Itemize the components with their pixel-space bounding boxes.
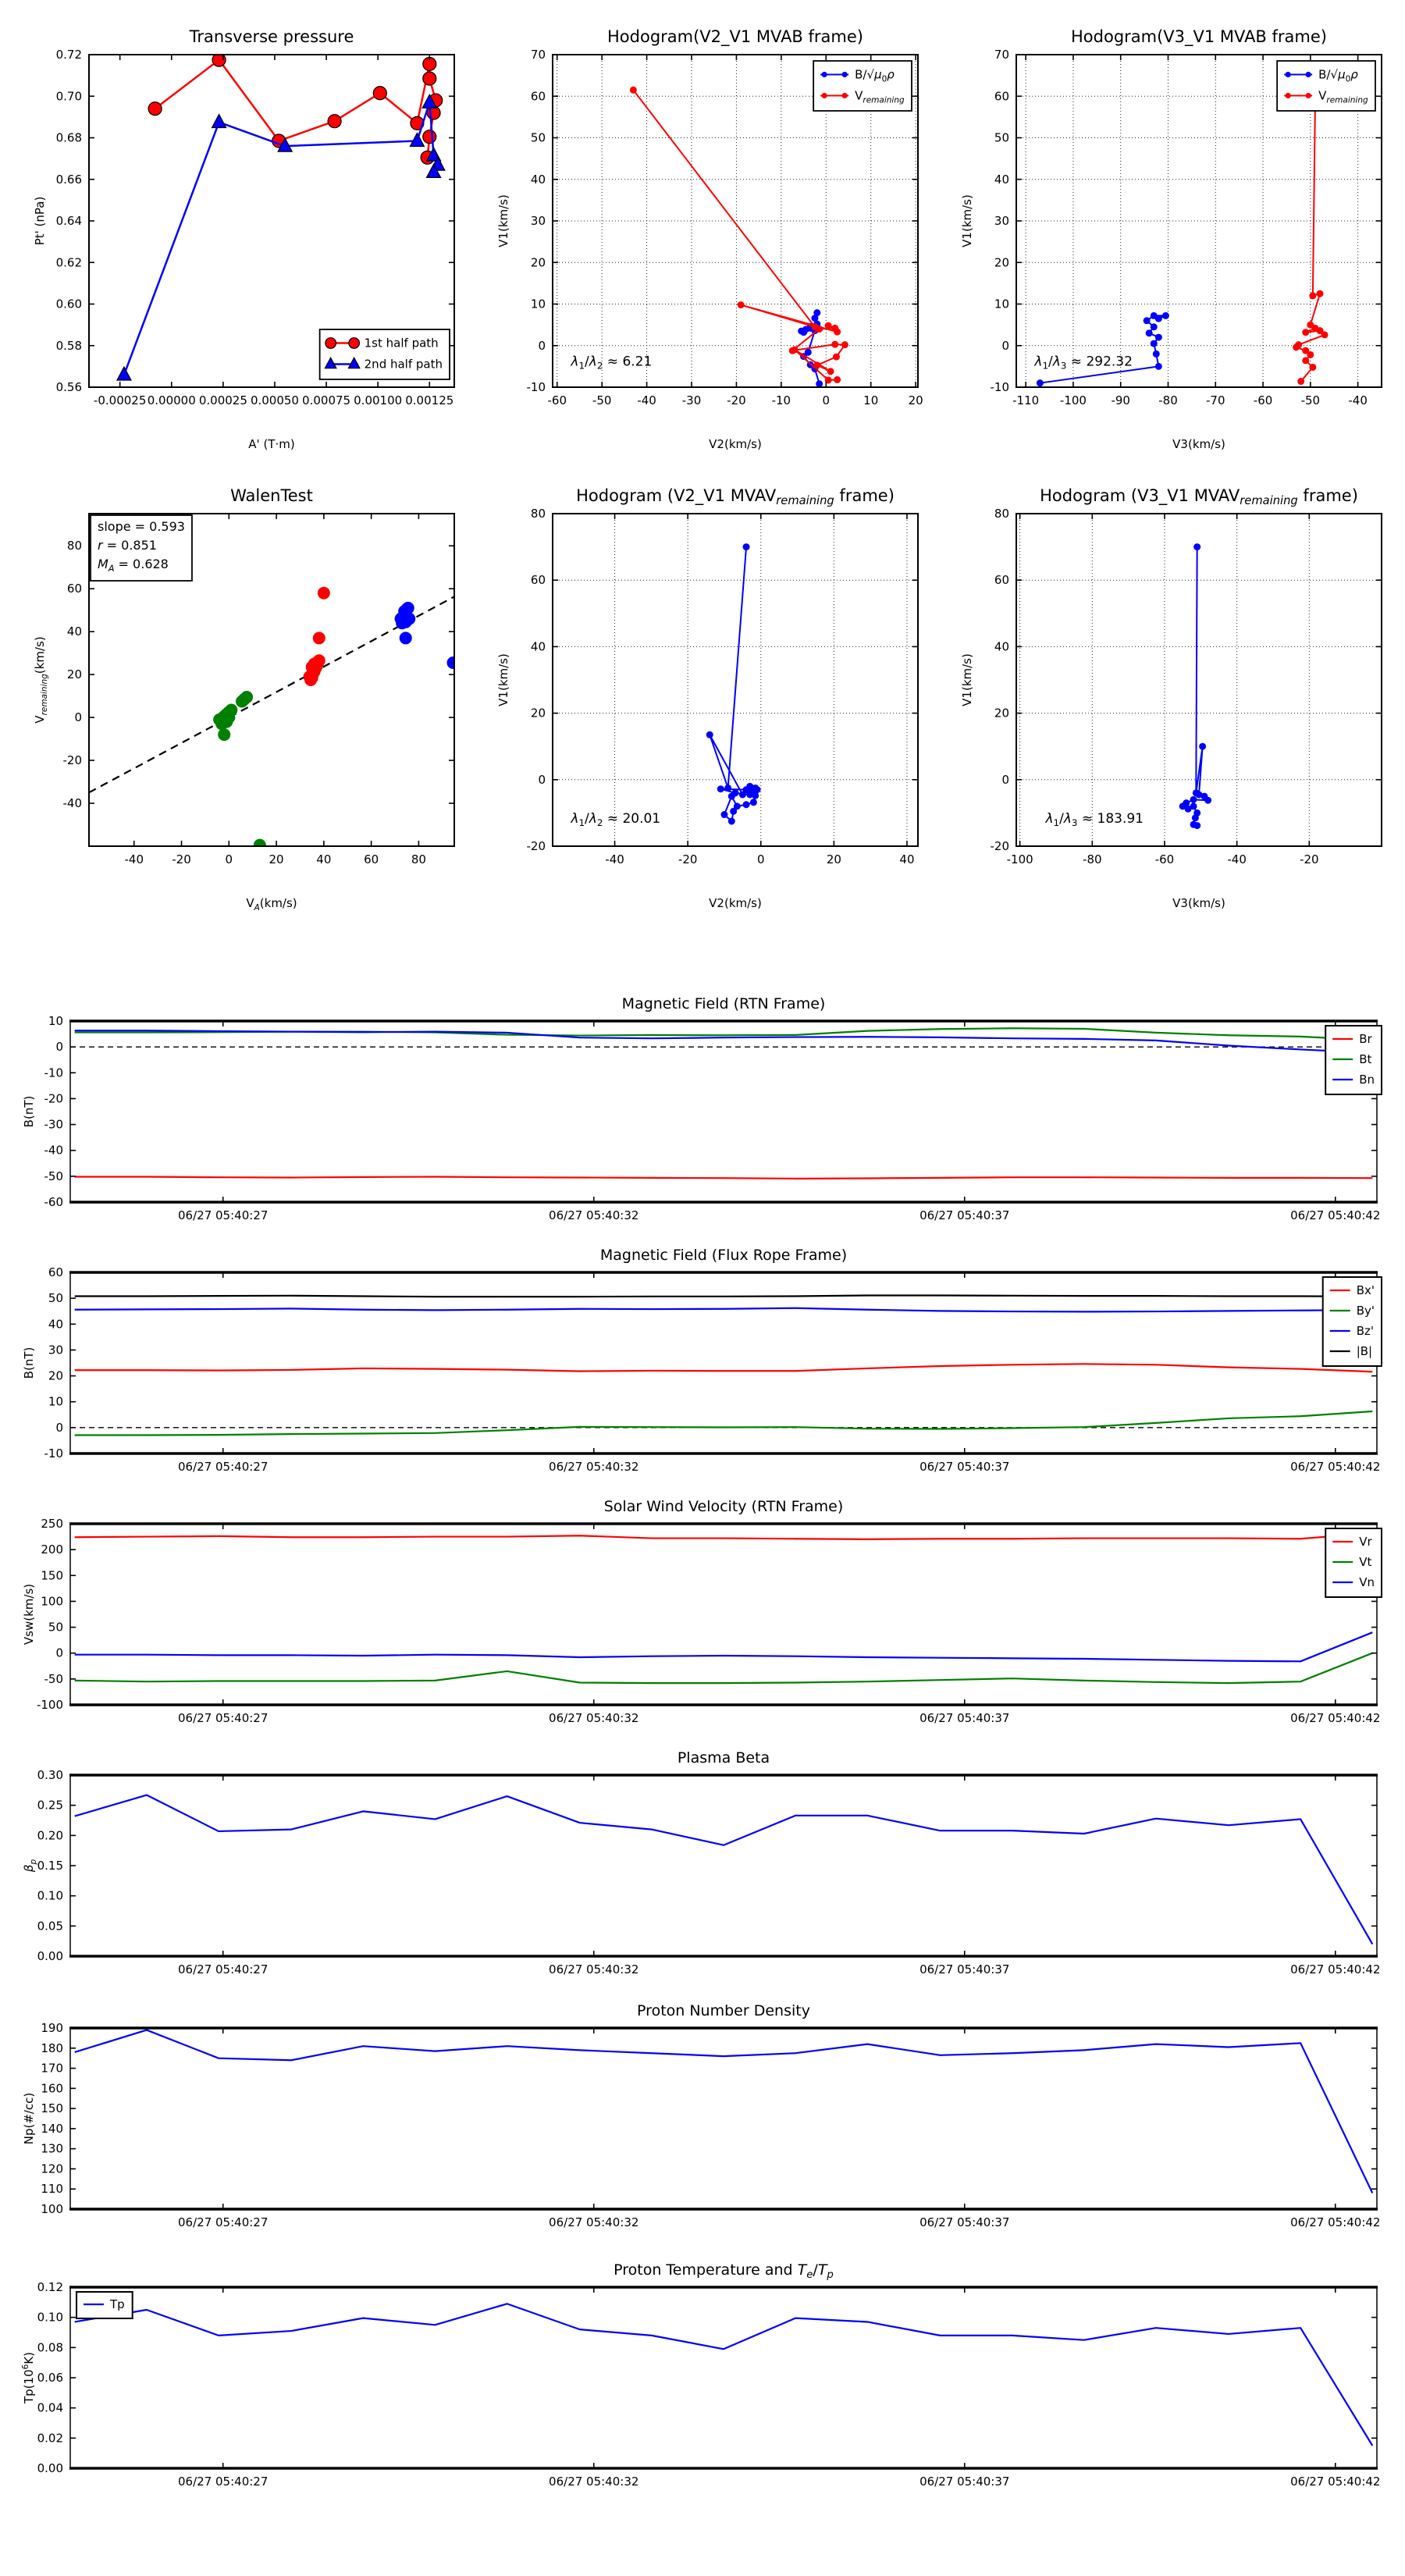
hodogram-v3v1-mvav-ylabel: V1(km/s) [960,653,974,706]
svg-text:70: 70 [530,48,546,62]
hodogram-v3v1-mvab-legend [1277,61,1375,111]
svg-text:r = 0.851: r = 0.851 [98,538,157,553]
svg-text:0.10: 0.10 [37,2310,63,2325]
vsw-rtn-svg [20,1488,1385,1736]
svg-text:0.66: 0.66 [55,172,82,187]
svg-text:10: 10 [48,1014,63,1028]
svg-text:0.20: 0.20 [37,1828,63,1843]
svg-text:0.64: 0.64 [55,214,82,228]
chart-hodogram-v2v1-mvav [486,465,932,918]
vsw-rtn-plot-area [75,1533,1373,1683]
proton-density-svg [20,1992,1385,2240]
svg-text:60: 60 [364,852,379,866]
walen-test-title: WalenTest [230,486,313,505]
svg-text:0.10: 0.10 [37,1888,63,1903]
svg-text:0.60: 0.60 [55,297,82,311]
svg-text:MA = 0.628: $M_A = 0.628$ [98,557,169,574]
transverse-pressure-svg [22,6,468,459]
svg-text:0.00: 0.00 [37,1949,63,1963]
svg-text:Bn: Bn [1359,1073,1375,1087]
svg-text:06/27 05:40:27: 06/27 05:40:27 [178,1460,269,1474]
walen-test-ylabel: $V_{remaining}(km/s)$ [33,636,49,724]
svg-text:40: 40 [66,624,82,639]
svg-text:-30: -30 [44,1117,63,1132]
bfield-rtn-svg [20,985,1385,1233]
svg-text:06/27 05:40:42: 06/27 05:40:42 [1290,1711,1381,1725]
svg-text:0.00100: 0.00100 [354,393,403,407]
svg-text:Bt: Bt [1359,1052,1372,1066]
svg-text:Bx': Bx' [1356,1283,1375,1297]
transverse-pressure-legend [320,329,450,379]
svg-text:-50: -50 [1300,393,1321,407]
svg-text:06/27 05:40:27: 06/27 05:40:27 [178,1962,269,1976]
svg-text:0.58: 0.58 [55,338,82,353]
svg-text:-40: -40 [605,852,624,866]
svg-text:B/√μ0ρ: $B/√\mu_0\rho$ [855,67,895,84]
proton-temp-svg [20,2251,1385,2509]
svg-text:0: 0 [1001,338,1009,353]
svg-text:06/27 05:40:32: 06/27 05:40:32 [549,1711,639,1725]
vsw-rtn-legend [1325,1528,1382,1597]
svg-text:-10: -10 [526,380,546,394]
svg-text:-40: -40 [637,393,656,407]
svg-text:40: 40 [994,172,1009,187]
svg-text:06/27 05:40:42: 06/27 05:40:42 [1290,2475,1381,2489]
svg-text:150: 150 [41,1568,63,1583]
proton-temp-plot-area [75,2304,1373,2446]
svg-text:0.70: 0.70 [55,89,82,104]
svg-text:180: 180 [41,2041,63,2055]
vsw-rtn-series-vr [75,1533,1373,1539]
svg-text:100: 100 [41,1594,63,1609]
svg-text:30: 30 [530,214,546,228]
svg-text:0.00125: 0.00125 [405,393,454,407]
proton-temp-ylabel: $Tp(10^6K)$ [21,2351,36,2404]
svg-text:200: 200 [41,1542,63,1557]
transverse-pressure-series-first-half [148,53,443,164]
svg-text:06/27 05:40:32: 06/27 05:40:32 [549,1460,639,1474]
svg-text:slope = 0.593: slope = 0.593 [98,519,185,534]
svg-text:-20: -20 [44,1091,63,1106]
bfield-fluxrope-series-bmag [75,1296,1373,1297]
bfield-fluxrope-title: Magnetic Field (Flux Rope Frame) [599,1247,848,1264]
svg-text:06/27 05:40:27: 06/27 05:40:27 [178,2215,269,2229]
proton-density-plot-area [75,2030,1373,2194]
svg-text:130: 130 [41,2141,63,2156]
svg-text:-40: -40 [1227,852,1247,866]
hodogram-v2v1-mvab-xlabel: V2(km/s) [709,437,762,451]
hodogram-v3v1-mvab-plot-area [1037,101,1329,386]
svg-text:80: 80 [530,507,546,521]
bfield-fluxrope-plot-area [75,1296,1373,1436]
svg-text:0.00: 0.00 [37,2461,63,2475]
vsw-rtn-ylabel: Vsw(km/s) [22,1583,36,1646]
svg-text:Tp: Tp [110,2297,125,2311]
svg-text:06/27 05:40:32: 06/27 05:40:32 [549,1962,639,1976]
svg-text:20: 20 [826,852,841,866]
hodogram-v3v1-mvab-ylabel: V1(km/s) [960,194,974,247]
svg-text:250: 250 [41,1517,63,1531]
svg-text:-20: -20 [62,753,82,768]
svg-text:|B|: |B| [1356,1344,1373,1358]
walen-test-series-cluster-red [304,587,330,686]
hodogram-v3v1-mvab-series-b-alfven [1037,312,1169,386]
walen-test-xlabel: $V_A(km/s)$ [246,896,297,913]
svg-text:0.68: 0.68 [55,130,82,145]
svg-text:-70: -70 [1206,393,1225,407]
svg-text:By': By' [1356,1304,1375,1318]
walen-test-stats-box [91,515,192,581]
walen-test-svg [22,465,468,918]
svg-text:Vr: Vr [1359,1535,1372,1549]
chart-transverse-pressure [22,6,468,459]
svg-text:06/27 05:40:37: 06/27 05:40:37 [919,2215,1010,2229]
svg-text:-60: -60 [44,1195,63,1209]
vsw-rtn-title: Solar Wind Velocity (RTN Frame) [603,1498,844,1515]
svg-text:2nd half path: 2nd half path [364,357,443,372]
svg-text:-100: -100 [36,1698,63,1712]
svg-text:20: 20 [66,667,82,682]
chart-walen-test [22,465,468,918]
hodogram-v3v1-mvav-annotation-0: $\lambda_1/\lambda_3 \approx 183.91$ [1045,811,1144,829]
hodogram-v2v1-mvab-series-v-remaining [630,87,848,384]
chart-proton-number-density [20,1992,1385,2240]
svg-text:-60: -60 [1154,852,1175,866]
svg-text:20: 20 [530,255,546,270]
svg-text:06/27 05:40:27: 06/27 05:40:27 [178,2475,269,2489]
svg-text:B/√μ0ρ: $B/√\mu_0\rho$ [1318,67,1358,84]
svg-text:Vn: Vn [1359,1575,1375,1589]
svg-text:120: 120 [41,2161,63,2176]
svg-text:0.02: 0.02 [37,2431,63,2446]
chart-hodogram-v3v1-mvav [949,465,1396,918]
svg-text:0.72: 0.72 [55,48,82,62]
svg-text:Vremaining: $V_{remaining}$ [855,88,905,105]
svg-text:-50: -50 [44,1169,63,1183]
svg-text:0.15: 0.15 [37,1859,63,1873]
svg-text:Vt: Vt [1359,1555,1372,1569]
svg-text:-50: -50 [44,1671,63,1686]
svg-text:Vremaining: $V_{remaining}$ [1318,88,1368,105]
svg-text:-10: -10 [44,1066,63,1080]
svg-text:-40: -40 [44,1143,63,1158]
proton-density-title: Proton Number Density [637,2002,810,2019]
svg-text:06/27 05:40:27: 06/27 05:40:27 [178,1711,269,1725]
chart-magnetic-field-rtn [20,985,1385,1233]
svg-text:-30: -30 [681,393,702,407]
svg-text:-20: -20 [990,839,1009,853]
svg-text:40: 40 [899,852,915,866]
svg-text:100: 100 [41,2202,63,2216]
bfield-rtn-ylabel: B(nT) [22,1095,36,1128]
svg-text:1st half path: 1st half path [364,336,439,350]
hodogram-v2v1-mvab-ylabel: V1(km/s) [496,194,510,247]
svg-text:-10: -10 [990,380,1009,394]
svg-text:-60: -60 [1253,393,1273,407]
svg-text:-100: -100 [1006,852,1033,866]
svg-text:10: 10 [530,297,546,311]
svg-text:60: 60 [48,1265,63,1279]
svg-text:06/27 05:40:32: 06/27 05:40:32 [549,2215,639,2229]
svg-text:20: 20 [530,706,546,720]
svg-text:10: 10 [48,1394,63,1409]
bfield-fluxrope-ylabel: B(nT) [22,1347,36,1379]
plasma-beta-ylabel: $\beta_p$ [22,1859,38,1873]
svg-text:-110: -110 [1012,393,1040,407]
plasma-beta-svg [20,1739,1385,1987]
svg-text:0.00050: 0.00050 [250,393,299,407]
hodogram-v3v1-mvav-plot-area [1179,543,1211,829]
svg-text:06/27 05:40:42: 06/27 05:40:42 [1290,1460,1381,1474]
svg-text:0.56: 0.56 [55,380,82,394]
svg-text:0.00000: 0.00000 [147,393,196,407]
svg-text:-10: -10 [771,393,791,407]
svg-text:0.62: 0.62 [55,255,82,270]
proton-temp-legend [76,2292,133,2318]
bfield-fluxrope-series-bz [75,1308,1373,1312]
svg-text:-20: -20 [1300,852,1319,866]
hodogram-v3v1-mvav-svg [949,465,1396,918]
svg-text:50: 50 [994,130,1009,145]
hodogram-v2v1-mvab-legend [813,61,912,111]
svg-text:40: 40 [316,852,332,866]
bfield-rtn-legend [1325,1026,1382,1094]
hodogram-v2v1-mvav-series-b-path [706,543,761,824]
hodogram-v2v1-mvab-svg [486,6,932,459]
svg-text:10: 10 [994,297,1009,311]
svg-text:60: 60 [994,573,1009,588]
hodogram-v2v1-mvav-xlabel: V2(km/s) [709,896,762,910]
svg-text:60: 60 [66,582,82,596]
svg-text:06/27 05:40:37: 06/27 05:40:37 [919,1711,1010,1725]
svg-text:0: 0 [55,1040,63,1055]
svg-text:0.30: 0.30 [37,1768,63,1782]
plasma-beta-plot-area [75,1795,1373,1944]
svg-text:150: 150 [41,2101,63,2116]
hodogram-v2v1-mvav-svg [486,465,932,918]
proton-temp-axes [37,2280,1381,2489]
vsw-rtn-series-vn [75,1632,1373,1661]
svg-text:0: 0 [538,772,546,787]
svg-text:70: 70 [994,48,1009,62]
bfield-rtn-axes [44,1014,1381,1222]
svg-text:60: 60 [530,89,546,104]
proton-density-axes [41,2021,1380,2229]
svg-text:-40: -40 [124,852,144,866]
transverse-pressure-xlabel: A' (T·m) [248,437,295,451]
svg-text:06/27 05:40:42: 06/27 05:40:42 [1290,2215,1381,2229]
bfield-rtn-plot-area [75,1028,1373,1179]
bfield-fluxrope-series-bx [75,1364,1373,1372]
svg-text:06/27 05:40:37: 06/27 05:40:37 [919,1962,1010,1976]
svg-text:0.00025: 0.00025 [198,393,247,407]
svg-text:0.25: 0.25 [37,1798,63,1813]
hodogram-v3v1-mvab-xlabel: V3(km/s) [1172,437,1225,451]
hodogram-v2v1-mvav-annotation-0: $\lambda_1/\lambda_2 \approx 20.01$ [571,811,661,829]
vsw-rtn-axes [37,1517,1381,1725]
svg-text:190: 190 [41,2021,63,2035]
svg-text:50: 50 [530,130,546,145]
svg-text:0: 0 [756,852,765,866]
transverse-pressure-ylabel: Pt' (nPa) [33,196,47,246]
svg-text:06/27 05:40:37: 06/27 05:40:37 [919,1460,1010,1474]
chart-solar-wind-velocity [20,1488,1385,1736]
chart-proton-temperature [20,2251,1385,2509]
svg-text:50: 50 [48,1291,63,1306]
svg-text:10: 10 [863,393,879,407]
svg-text:-10: -10 [44,1446,63,1461]
svg-text:06/27 05:40:42: 06/27 05:40:42 [1290,1962,1381,1976]
svg-text:0: 0 [1001,772,1009,787]
svg-text:-80: -80 [1083,852,1102,866]
plasma-beta-axes [37,1768,1381,1976]
bfield-rtn-title: Magnetic Field (RTN Frame) [621,995,826,1012]
svg-text:0.06: 0.06 [37,2371,63,2385]
svg-text:80: 80 [994,507,1009,521]
svg-text:-80: -80 [1158,393,1178,407]
walen-test-series-cluster-blue [395,602,460,669]
svg-text:-0.00025: -0.00025 [93,393,147,407]
hodogram-v2v1-mvav-title: Hodogram (V2_V1 MVAVremaining frame) [576,486,895,507]
bfield-rtn-series-br [75,1177,1373,1179]
svg-text:80: 80 [66,539,82,553]
svg-text:20: 20 [994,706,1009,720]
svg-text:50: 50 [48,1620,63,1635]
plasma-beta-title: Plasma Beta [677,1749,770,1767]
svg-text:-20: -20 [172,852,191,866]
svg-text:40: 40 [994,639,1009,654]
svg-text:160: 160 [41,2081,63,2096]
svg-text:-100: -100 [1059,393,1087,407]
hodogram-v2v1-mvav-ylabel: V1(km/s) [496,653,510,706]
svg-text:06/27 05:40:32: 06/27 05:40:32 [549,1208,639,1222]
hodogram-v3v1-mvab-annotation-0: $\lambda_1/\lambda_3 \approx 292.32$ [1034,354,1133,372]
svg-text:0: 0 [74,710,82,725]
hodogram-v2v1-mvab-annotation-0: $\lambda_1/\lambda_2 \approx 6.21$ [571,354,653,372]
svg-text:Bz': Bz' [1356,1324,1374,1338]
plasma-beta-series-beta [75,1795,1373,1944]
svg-text:80: 80 [411,852,426,866]
svg-text:20: 20 [994,255,1009,270]
hodogram-v2v1-mvab-title: Hodogram(V2_V1 MVAB frame) [607,27,863,46]
svg-text:0: 0 [225,852,233,866]
hodogram-v2v1-mvab-plot-area [630,87,848,387]
svg-text:0: 0 [55,1646,63,1660]
proton-temp-title: Proton Temperature and $T_e/T_p$ [614,2261,834,2281]
svg-text:170: 170 [41,2061,63,2076]
walen-test-plot-area [89,587,459,852]
svg-text:0: 0 [55,1420,63,1435]
svg-text:20: 20 [269,852,284,866]
svg-text:40: 40 [48,1317,63,1332]
bfield-fluxrope-legend [1323,1277,1382,1366]
svg-text:60: 60 [994,89,1009,104]
svg-text:60: 60 [530,573,546,588]
svg-text:40: 40 [530,639,546,654]
bfield-fluxrope-svg [20,1236,1385,1485]
svg-text:40: 40 [530,172,546,187]
svg-text:30: 30 [994,214,1009,228]
svg-text:-40: -40 [1348,393,1368,407]
svg-text:20: 20 [48,1368,63,1383]
svg-text:06/27 05:40:37: 06/27 05:40:37 [919,1208,1010,1222]
hodogram-v3v1-mvav-series-b-path [1179,543,1211,829]
svg-text:0.04: 0.04 [37,2400,63,2415]
hodogram-v3v1-mvab-svg [949,6,1396,459]
proton-density-ylabel: Np(#/cc) [22,2092,36,2145]
svg-text:-60: -60 [547,393,567,407]
svg-text:0.00075: 0.00075 [302,393,351,407]
hodogram-v3v1-mvav-xlabel: V3(km/s) [1172,896,1225,910]
svg-text:0: 0 [538,338,546,353]
svg-text:-40: -40 [62,796,82,811]
svg-text:140: 140 [41,2121,63,2136]
svg-text:0.08: 0.08 [37,2340,63,2355]
svg-text:-90: -90 [1111,393,1130,407]
svg-text:-50: -50 [592,393,612,407]
chart-hodogram-v3v1-mvab [949,6,1396,459]
chart-hodogram-v2v1-mvab [486,6,932,459]
svg-text:30: 30 [48,1343,63,1357]
chart-magnetic-field-flux-rope [20,1236,1385,1485]
svg-text:20: 20 [908,393,923,407]
proton-temp-series-tp [75,2304,1373,2446]
bfield-fluxrope-series-by [75,1411,1373,1435]
svg-text:-20: -20 [678,852,698,866]
transverse-pressure-title: Transverse pressure [189,27,354,46]
svg-text:110: 110 [41,2182,63,2197]
svg-text:06/27 05:40:42: 06/27 05:40:42 [1290,1208,1381,1222]
svg-text:0.12: 0.12 [37,2280,63,2294]
svg-text:06/27 05:40:27: 06/27 05:40:27 [178,1208,269,1222]
svg-text:-20: -20 [526,839,546,853]
hodogram-v3v1-mvav-title: Hodogram (V3_V1 MVAVremaining frame) [1040,486,1358,507]
chart-plasma-beta [20,1739,1385,1987]
svg-text:-20: -20 [727,393,746,407]
hodogram-v3v1-mvab-title: Hodogram(V3_V1 MVAB frame) [1071,27,1327,46]
vsw-rtn-series-vt [75,1653,1373,1683]
walen-test-series-cluster-green [213,691,266,852]
proton-density-series-np [75,2030,1373,2194]
hodogram-v2v1-mvav-plot-area [706,543,761,824]
svg-text:0.05: 0.05 [37,1919,63,1934]
svg-text:06/27 05:40:37: 06/27 05:40:37 [919,2475,1010,2489]
svg-text:0: 0 [822,393,831,407]
svg-text:Br: Br [1359,1032,1372,1046]
svg-text:06/27 05:40:32: 06/27 05:40:32 [549,2475,639,2489]
